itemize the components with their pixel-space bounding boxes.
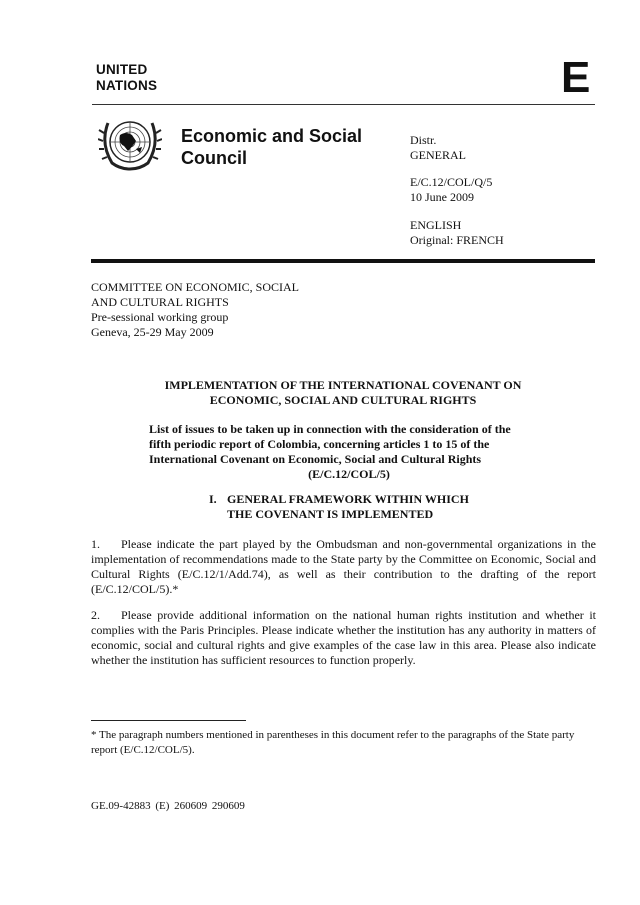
- paragraph-number: 2.: [91, 608, 100, 622]
- symbol-block: [410, 175, 492, 205]
- footnote-divider: [91, 720, 246, 721]
- section-number: I.: [209, 492, 217, 506]
- document-symbol: E/C.12/COL/Q/5: [410, 175, 493, 189]
- footnote: * The paragraph numbers mentioned in parentheses in this document refer to the paragraphs of the State party report (E/C.12/COL/5).: [91, 729, 575, 756]
- title-line-1: IMPLEMENTATION OF THE INTERNATIONAL COVENANT ON: [164, 378, 522, 392]
- section-heading: [209, 492, 469, 522]
- council-line-2: Council: [181, 148, 247, 168]
- subtitle-line-1: List of issues to be taken up in connection with the consideration of the: [149, 422, 511, 436]
- language-block: [410, 218, 504, 248]
- document-title: [91, 378, 595, 408]
- title-line-2: ECONOMIC, SOCIAL AND CULTURAL RIGHTS: [209, 393, 477, 407]
- paragraph-2: [91, 608, 596, 668]
- council-name: [181, 125, 362, 169]
- distr-label: Distr.: [410, 133, 437, 147]
- document-language: ENGLISH: [410, 218, 462, 232]
- committee-line-1: COMMITTEE ON ECONOMIC, SOCIAL: [91, 280, 299, 294]
- org-line-2: NATIONS: [96, 78, 158, 93]
- document-job-number: GE.09-42883 (E) 260609 290609: [91, 800, 245, 812]
- section-line-1: GENERAL FRAMEWORK WITHIN WHICH: [227, 492, 469, 506]
- committee-line-2: AND CULTURAL RIGHTS: [91, 295, 229, 309]
- distribution-block: [410, 133, 466, 163]
- series-letter: E: [561, 53, 591, 102]
- org-line-1: UNITED: [96, 62, 148, 77]
- header-bottom-divider: [91, 259, 595, 263]
- subtitle-line-4: (E/C.12/COL/5): [308, 467, 390, 481]
- subtitle-line-3: International Covenant on Economic, Social and Cultural Rights: [149, 452, 482, 466]
- subtitle-line-2: fifth periodic report of Colombia, concerning articles 1 to 15 of the: [149, 437, 490, 451]
- section-line-2: THE COVENANT IS IMPLEMENTED: [227, 507, 434, 521]
- committee-line-4: Geneva, 25-29 May 2009: [91, 325, 214, 339]
- document-subtitle: [149, 422, 549, 482]
- committee-block: [91, 280, 299, 340]
- header-divider: [92, 104, 595, 105]
- council-line-1: Economic and Social: [181, 126, 363, 146]
- document-date: 10 June 2009: [410, 190, 474, 204]
- paragraph-number: 1.: [91, 537, 100, 551]
- original-language: Original: FRENCH: [410, 233, 504, 247]
- paragraph-text: Please indicate the part played by the Ombudsman and non-governmental organizations in the implementation of recommendations made to the State party by the Committee on Economic, Social and Cultural Rights (E/C.12/1/Add.74), as well as their contribution to the drafting of the report (E/C.12/COL/5).*: [91, 537, 596, 596]
- organization-name: [96, 62, 157, 94]
- committee-line-3: Pre-sessional working group: [91, 310, 229, 324]
- un-emblem-icon: [98, 113, 162, 173]
- distr-value: GENERAL: [410, 148, 466, 162]
- paragraph-text: Please provide additional information on the national human rights institution and whether it complies with the Paris Principles. Please indicate whether the institution has any authority in matters of economic, social and cultural rights and give examples of the case law in this area. Please also indicate whether the institution has sufficient resources to function properly.: [91, 608, 596, 667]
- paragraph-1: [91, 537, 596, 597]
